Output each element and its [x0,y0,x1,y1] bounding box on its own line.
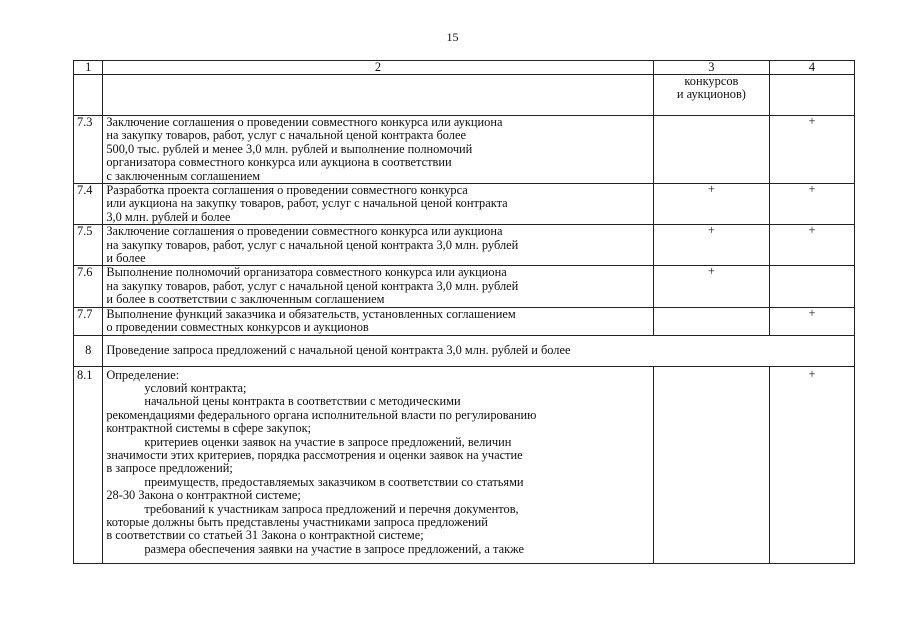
row-text-line: 28-30 Закона о контрактной системе; [106,488,301,503]
row-text-line: организатора совместного конкурса или аукциона в соответствии [106,155,452,170]
row-text-line: Выполнение функций заказчика и обязательств, установленных соглашением [106,306,516,321]
table-row [74,184,855,225]
plus-mark: + [707,264,715,279]
rows-body [74,116,855,336]
row-text-line: Определение: [106,367,180,382]
row-text-line: на закупку товаров, работ, услуг с начальной ценой контракта более [106,128,466,143]
section-row [74,335,855,366]
row-text-line: с заключенным соглашением [106,168,261,183]
row-text-line: значимости этих критериев, порядка рассмотрения и оценки заявок на участие [106,447,523,462]
section-title: Проведение запроса предложений с начальной ценой контракта 3,0 млн. рублей и более [103,335,855,366]
row-col4 [770,225,855,266]
row-text-line: Заключение соглашения о проведении совместного конкурса или аукциона [106,224,503,239]
row-text [103,75,653,116]
row-text-line: размера обеспечения заявки на участие в запросе предложений, а также [144,541,524,556]
continued-col3-cell [653,75,769,116]
plus-mark: + [808,366,816,381]
row-col3 [653,307,769,335]
plus-mark: + [808,223,816,238]
plus-mark: + [707,223,715,238]
plus-mark: + [808,305,816,320]
plus-mark: + [808,182,816,197]
row-text [103,307,653,335]
page-number: 15 [446,30,459,44]
table-row [74,225,855,266]
row-col3 [653,225,769,266]
header-col-4: 4 [770,61,855,75]
row-text-line: в соответствии со статьей 31 Закона о контрактной системе; [106,528,424,543]
row-text-line: условий контракта; [144,380,247,395]
row-text [103,266,653,307]
row-text-line: требований к участникам запроса предложений и перечня документов, [144,501,519,516]
row-col4 [770,307,855,335]
continued-row [74,75,855,116]
row-text-line: о проведении совместных конкурсов и аукционов [106,320,369,335]
row-text-line: начальной цены контракта в соответствии с методическими [144,394,461,409]
row-col4 [770,184,855,225]
row-text-line: или аукциона на закупку товаров, работ, услуг с начальной ценой контракта [106,196,508,211]
header-col-1: 1 [74,61,103,75]
row-col4 [770,116,855,184]
table-header-row [74,61,855,75]
row-number: 8.1 [74,366,103,563]
row-col3 [653,366,769,563]
row-text-line: контрактной системы в сфере закупок; [106,421,312,436]
row-text [103,184,653,225]
row-text [103,116,653,184]
procurement-table [73,60,855,564]
row-text-line: на закупку товаров, работ, услуг с начальной ценой контракта 3,0 млн. рублей [106,278,519,293]
row-text-line: которые должны быть представлены участниками запроса предложений [106,514,488,529]
row-text-line: Выполнение полномочий организатора совместного конкурса или аукциона [106,265,507,280]
row-col3 [653,184,769,225]
plus-mark: + [808,114,816,128]
row-text-line: преимуществ, предоставляемых заказчиком в соответствии со статьями [144,474,524,489]
row-col4 [770,75,855,116]
row-col4 [770,366,855,563]
row-text-line: рекомендациями федерального органа исполнительной власти по регулированию [106,407,537,422]
row-text-line: Заключение соглашения о проведении совместного конкурса или аукциона [106,115,503,129]
table-row [74,307,855,335]
row-col3 [653,266,769,307]
row-text-line: критериев оценки заявок на участие в запросе предложений, величин [144,434,512,449]
row-text [103,366,653,563]
row-text-line: в запросе предложений; [106,461,233,476]
row-number: 7.3 [74,116,103,184]
header-col-3: 3 [653,61,769,75]
row-number: 7.6 [74,266,103,307]
plus-mark: + [707,182,715,197]
table-row [74,116,855,184]
row-text-line: и более [106,251,146,266]
header-col-2: 2 [103,61,653,75]
section-number: 8 [74,335,103,366]
row-number: 7.5 [74,225,103,266]
row-8-1 [74,366,855,563]
continued-col3-line: конкурсов [684,74,739,88]
row-text-line: Разработка проекта соглашения о проведении совместного конкурса [106,183,468,198]
row-number [74,75,103,116]
row-text [103,225,653,266]
continued-col3-line: и аукционов) [676,87,746,102]
row-text-line: 3,0 млн. рублей и более [106,209,231,224]
row-text-line: 500,0 тыс. рублей и менее 3,0 млн. рублей и выполнение полномочий [106,141,473,156]
row-col4 [770,266,855,307]
row-text-line: на закупку товаров, работ, услуг с начальной ценой контракта 3,0 млн. рублей [106,237,519,252]
row-number: 7.7 [74,307,103,335]
row-number: 7.4 [74,184,103,225]
row-text-line: и более в соответствии с заключенным соглашением [106,292,385,307]
table-row [74,266,855,307]
row-col3 [653,116,769,184]
